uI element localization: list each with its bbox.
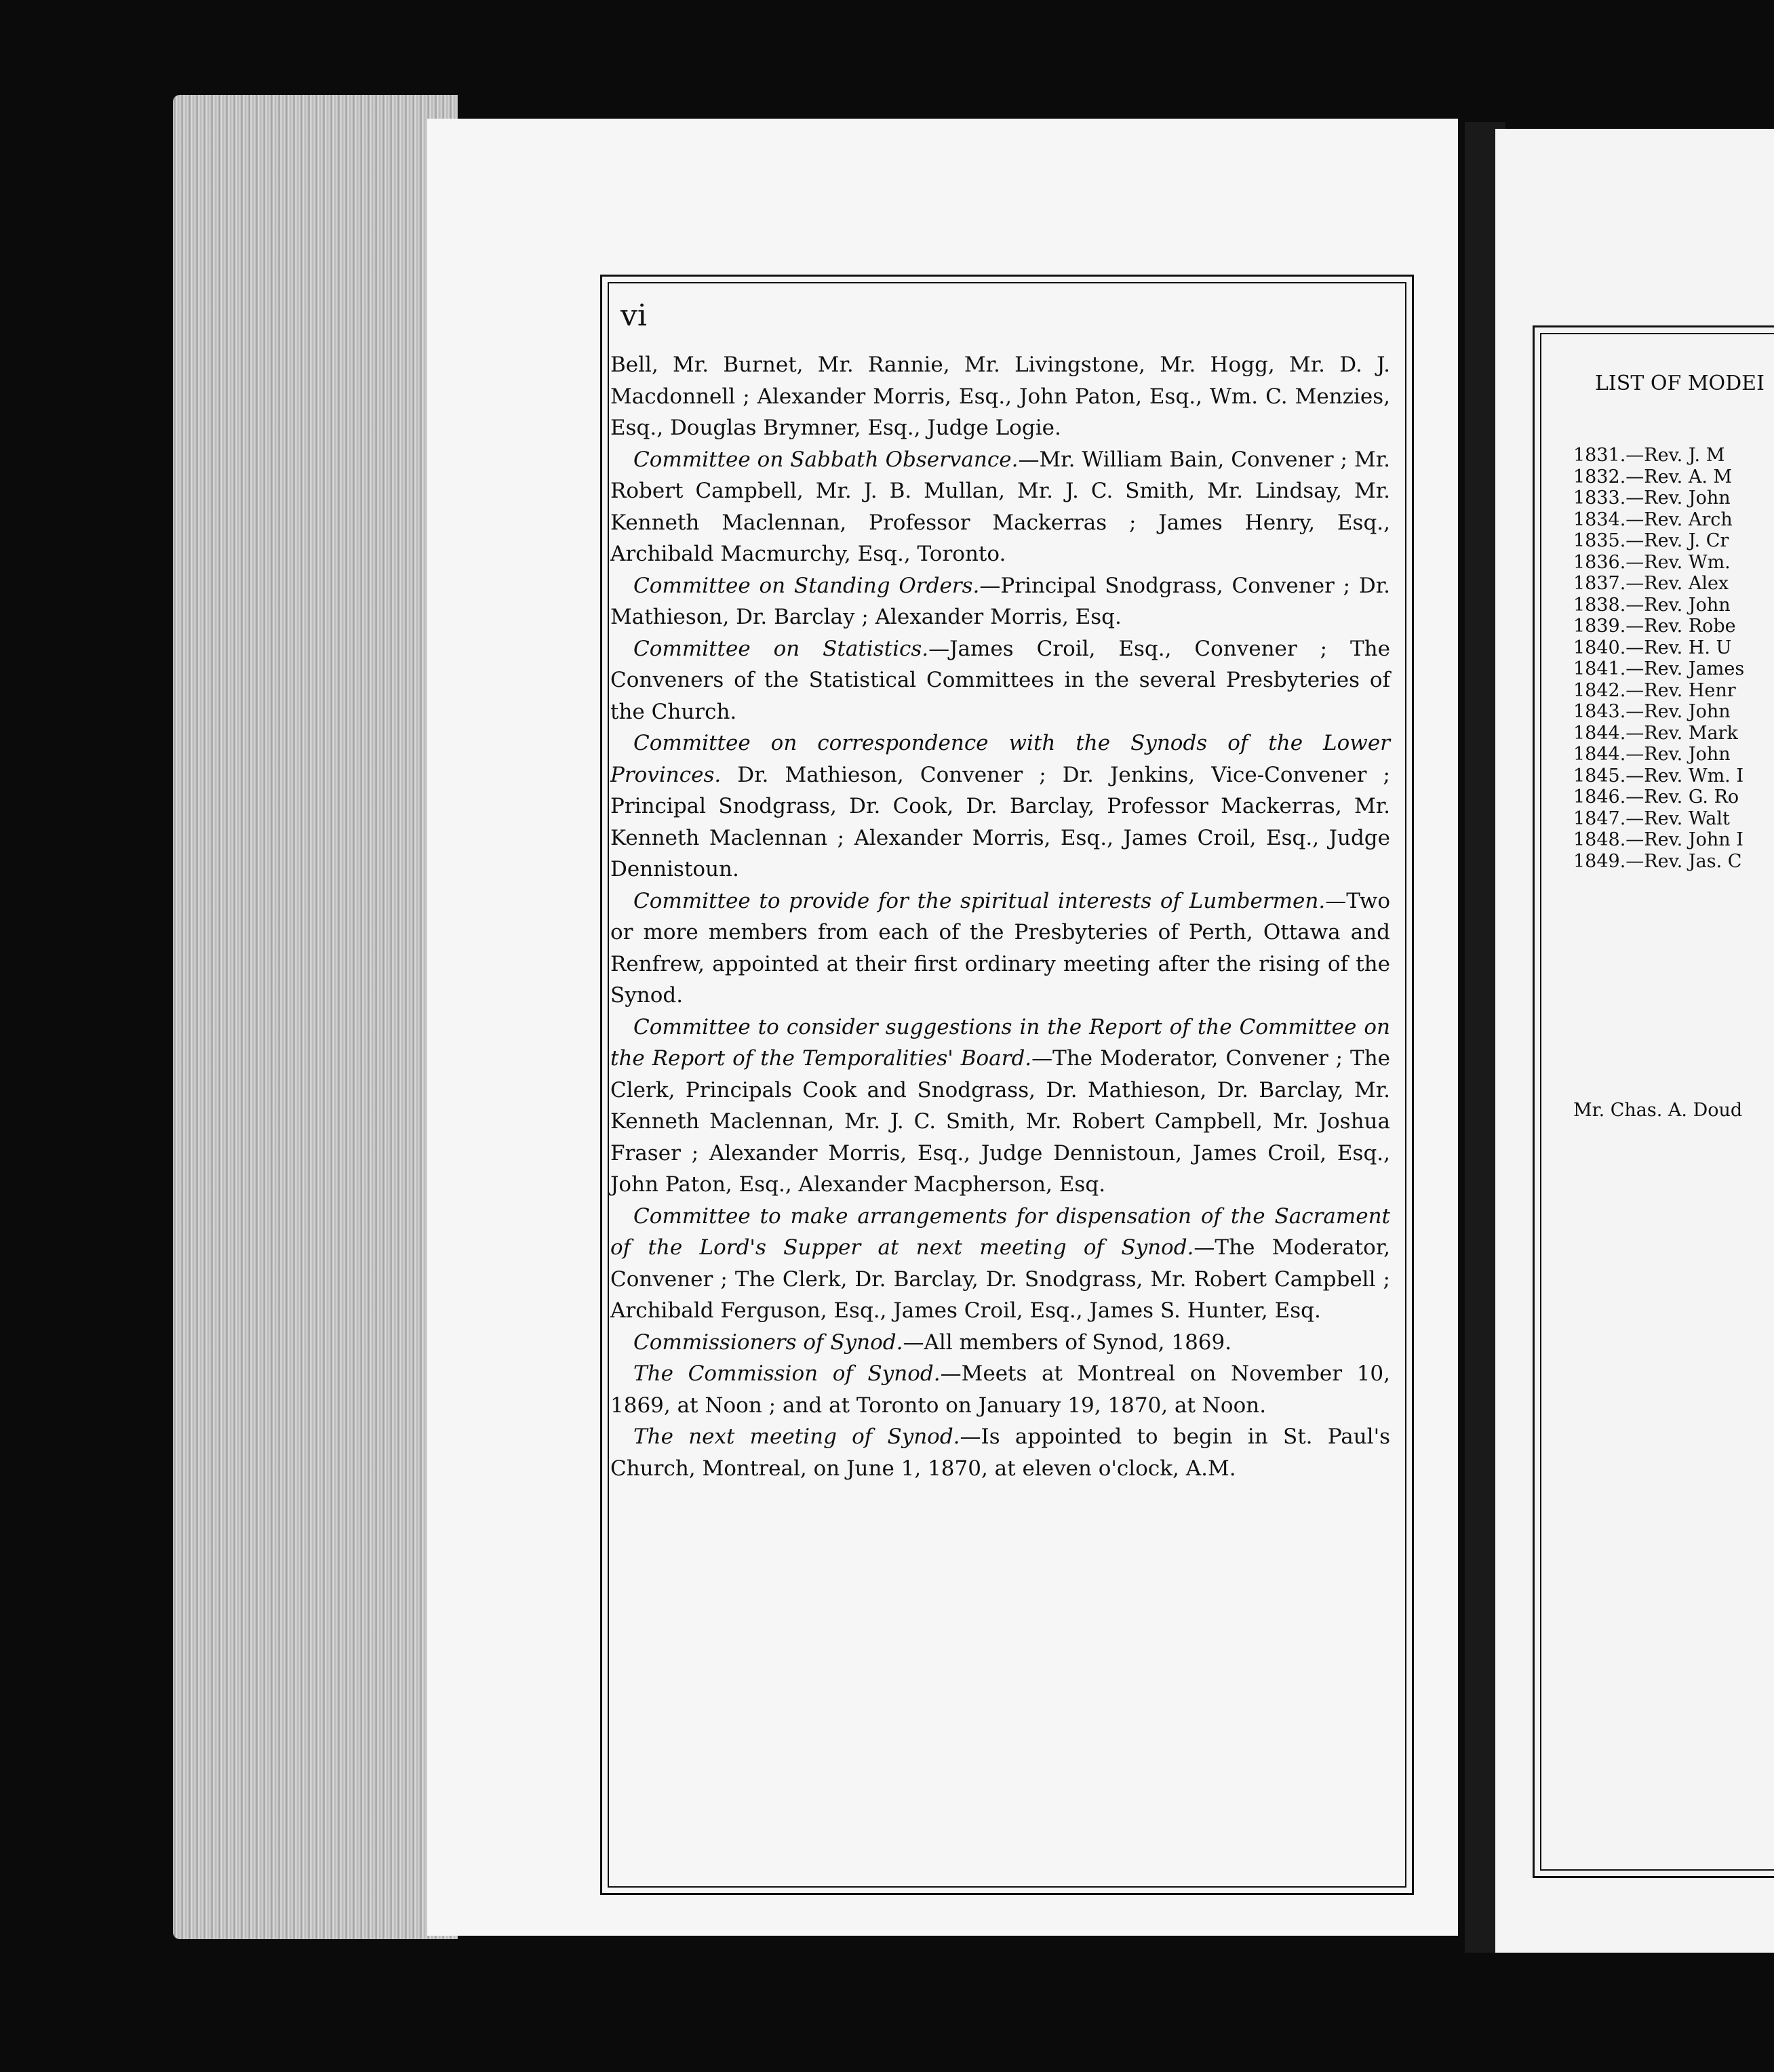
list-item: 1834.—Rev. Arch	[1573, 509, 1733, 530]
list-item: 1843.—Rev. John	[1573, 701, 1731, 722]
list-item: 1849.—Rev. Jas. C	[1573, 850, 1742, 872]
paragraph-standing-orders	[610, 570, 1390, 633]
list-item: 1838.—Rev. John	[1573, 594, 1731, 616]
paragraph-heading: Committee to consider suggestions in the Report of the Committee on the Report of the Temporalities' Board.	[610, 1014, 1390, 1071]
list-item: 1836.—Rev. Wm.	[1573, 551, 1731, 573]
paragraph-statistics	[610, 633, 1390, 728]
paragraph-heading: Committee to provide for the spiritual interests of Lumbermen.	[633, 888, 1326, 913]
list-item: 1837.—Rev. Alex	[1573, 573, 1729, 594]
committee-list	[610, 349, 1390, 1484]
clerk-line: Mr. Chas. A. Doud	[1573, 1100, 1743, 1121]
page-number: vi	[620, 298, 647, 333]
paragraph-text: —Meets at Montreal on November 10, 1869, at Noon ; and at Toronto on January 19, 1870, at Noon.	[610, 1361, 1390, 1418]
paragraph-heading: The next meeting of Synod.	[633, 1424, 960, 1449]
paragraph-text: —Is appointed to begin in St. Paul's Church, Montreal, on June 1, 1870, at eleven o'clock, A.M.	[610, 1424, 1390, 1481]
list-item: 1844.—Rev. Mark	[1573, 722, 1738, 744]
list-item: 1846.—Rev. G. Ro	[1573, 786, 1739, 808]
paragraph-text: —Mr. William Bain, Convener ; Mr. Robert Campbell, Mr. J. B. Mullan, Mr. J. C. Smith, Mr. Lindsay, Mr. Kenneth Maclennan, Professor Mackerras ; James Henry, Esq., Archibald Macmurchy, Esq., Toronto.	[610, 447, 1390, 566]
paragraph-heading: Committee on Standing Orders.	[633, 573, 980, 598]
moderators-list	[1573, 445, 1744, 872]
paragraph-temporalities	[610, 1012, 1390, 1201]
moderators-list-heading: LIST OF MODEI	[1595, 372, 1765, 395]
paragraph-heading: Committee on Statistics.	[633, 636, 929, 661]
list-item: 1845.—Rev. Wm. I	[1573, 765, 1744, 786]
paragraph-commissioners	[610, 1327, 1390, 1359]
book-page-edges	[173, 95, 458, 1939]
list-item: 1839.—Rev. Robe	[1573, 616, 1736, 637]
paragraph-text: —The Moderator, Convener ; The Clerk, Dr. Barclay, Dr. Snodgrass, Mr. Robert Campbell ; Archibald Ferguson, Esq., James Croil, Esq., James S. Hunter, Esq.	[610, 1235, 1390, 1323]
paragraph-heading: The Commission of Synod.	[633, 1361, 941, 1386]
paragraph-text: —The Moderator, Convener ; The Clerk, Principals Cook and Snodgrass, Dr. Mathieson, Dr. Barclay, Mr. Kenneth Maclennan, Mr. J. C. Smith, Mr. Robert Campbell, Mr. Joshua Fraser ; Alexander Morris, Esq., Judge Dennistoun, James Croil, Esq., John Paton, Esq., Alexander Macpherson, Esq.	[610, 1046, 1391, 1197]
paragraph-commission	[610, 1358, 1390, 1421]
list-item: 1835.—Rev. J. Cr	[1573, 530, 1729, 551]
paragraph-continued	[610, 349, 1390, 444]
list-item: 1842.—Rev. Henr	[1573, 679, 1736, 701]
paragraph-text: —All members of Synod, 1869.	[903, 1330, 1232, 1355]
paragraph-heading: Committee to make arrangements for dispensation of the Sacrament of the Lord's Supper at next meeting of Synod.	[610, 1203, 1390, 1260]
list-item: 1847.—Rev. Walt	[1573, 808, 1730, 829]
paragraph-text: —James Croil, Esq., Convener ; The Conveners of the Statistical Committees in the several Presbyteries of the Church.	[610, 636, 1390, 724]
paragraph-text: —Principal Snodgrass, Convener ; Dr. Mathieson, Dr. Barclay ; Alexander Morris, Esq.	[610, 573, 1390, 629]
paragraph-lumbermen	[610, 885, 1390, 1012]
paragraph-text: Bell, Mr. Burnet, Mr. Rannie, Mr. Livingstone, Mr. Hogg, Mr. D. J. Macdonnell ; Alexander Morris, Esq., John Paton, Esq., Wm. C. Menzies, Esq., Douglas Brymner, Esq., Judge Logie.	[610, 353, 1390, 440]
list-item: 1841.—Rev. James	[1573, 658, 1745, 679]
paragraph-sacrament	[610, 1201, 1390, 1327]
list-item: 1844.—Rev. John	[1573, 744, 1731, 765]
list-item: 1848.—Rev. John I	[1573, 829, 1743, 850]
paragraph-heading: Committee on correspondence with the Synods of the Lower Provinces.	[610, 731, 1390, 787]
paragraph-heading: Committee on Sabbath Observance.	[633, 447, 1019, 472]
paragraph-text: —Two or more members from each of the Presbyteries of Perth, Ottawa and Renfrew, appointed at their first ordinary meeting after the rising of the Synod.	[610, 888, 1390, 1008]
list-item: 1833.—Rev. John	[1573, 487, 1731, 509]
paragraph-next-meeting	[610, 1421, 1390, 1484]
paragraph-text: Dr. Mathieson, Convener ; Dr. Jenkins, Vice-Convener ; Principal Snodgrass, Dr. Cook, Dr. Barclay, Professor Mackerras, Mr. Kenneth Maclennan ; Alexander Morris, Esq., James Croil, Esq., Judge Dennistoun.	[610, 762, 1390, 881]
list-item: 1832.—Rev. A. M	[1573, 466, 1733, 487]
paragraph-correspondence	[610, 728, 1390, 885]
paragraph-sabbath-observance	[610, 444, 1390, 570]
list-item: 1840.—Rev. H. U	[1573, 637, 1732, 658]
paragraph-heading: Commissioners of Synod.	[633, 1330, 903, 1355]
list-item: 1831.—Rev. J. M	[1573, 445, 1725, 466]
